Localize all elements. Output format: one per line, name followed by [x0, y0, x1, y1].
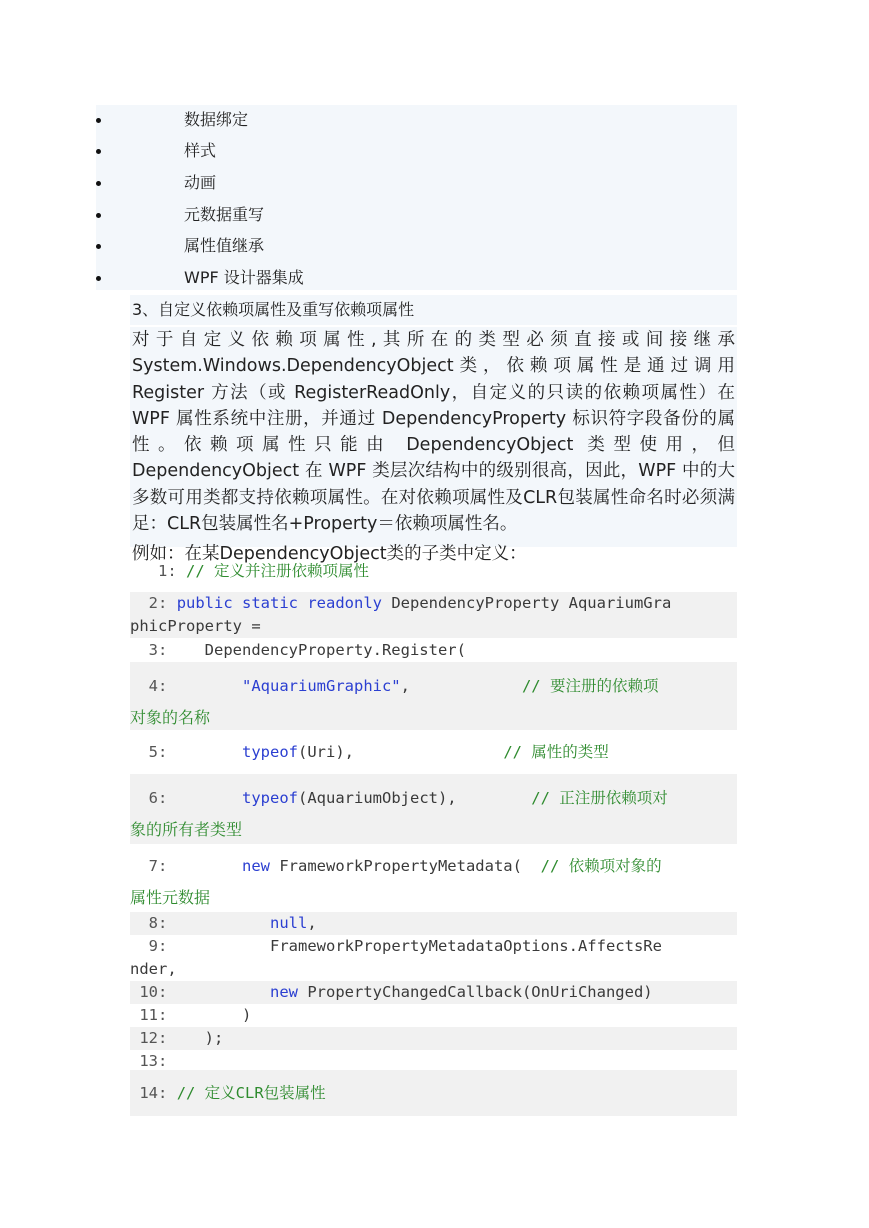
- code-line-6: [130, 774, 737, 844]
- code-text: DependencyProperty AquariumGra: [382, 594, 672, 612]
- code-keyword: null: [270, 914, 308, 932]
- line-number: 13:: [139, 1052, 168, 1070]
- list-item: [96, 105, 737, 135]
- list-item-text: 元数据重写: [184, 205, 265, 224]
- list-item: [96, 263, 737, 293]
- line-number: 12:: [139, 1029, 168, 1047]
- list-item-text: 动画: [184, 173, 217, 192]
- code-line-2: [130, 592, 737, 638]
- bullet-icon: [96, 244, 101, 249]
- list-item-text: 属性值继承: [184, 236, 265, 255]
- line-number: 8:: [148, 914, 168, 932]
- line-number: 1:: [158, 562, 177, 580]
- bullet-icon: [96, 276, 101, 281]
- code-keyword: new: [242, 857, 270, 875]
- code-line-3: [130, 639, 737, 662]
- code-line-12: [130, 1027, 737, 1050]
- code-text: nder,: [130, 960, 177, 978]
- code-keyword: typeof: [242, 789, 298, 807]
- line-number: 5:: [148, 743, 168, 761]
- code-text: ,: [400, 677, 410, 695]
- section-title: 3、自定义依赖项属性及重写依赖项属性: [130, 295, 737, 325]
- code-comment: // 属性的类型: [503, 743, 609, 761]
- line-number: 3:: [148, 641, 168, 659]
- code-text: PropertyChangedCallback(OnUriChanged): [298, 983, 653, 1001]
- line-number: 10:: [139, 983, 168, 1001]
- bullet-icon: [96, 213, 101, 218]
- code-comment: // 要注册的依赖项: [521, 677, 659, 695]
- bullet-icon: [96, 181, 101, 186]
- body-paragraph: 对于自定义依赖项属性,其所在的类型必须直接或间接继承System.Windows.DependencyObject类，依赖项属性是通过调用 Register 方法（或 RegisterReadOnly，自定义的只读的依赖项属性）在 WPF 属性系统中注册，并通过 DependencyProperty 标识符字段备份的属性。依赖项属性只能由 DependencyObject 类型使用，但 DependencyObject 在 WPF 类层次结构中的级别很高，因此，WPF 中的大多数可用类都支持依赖项属性。在对依赖项属性及CLR包装属性命名时必须满足：CLR包装属性名+Property＝依赖项属性名。: [132, 330, 735, 535]
- code-text: ,: [307, 914, 317, 932]
- code-line-5: [130, 730, 737, 774]
- code-line-9: [130, 935, 737, 981]
- list-item-text: WPF 设计器集成: [184, 268, 304, 287]
- list-item-text: 数据绑定: [184, 110, 249, 129]
- code-text: (AquariumObject),: [298, 789, 457, 807]
- code-line-1: [130, 556, 737, 586]
- code-comment: 对象的名称: [130, 708, 211, 727]
- code-line-4: [130, 662, 737, 730]
- code-line-11: [130, 1004, 737, 1027]
- bullet-icon: [96, 118, 101, 123]
- line-number: 9:: [148, 937, 168, 955]
- line-number: 2:: [148, 594, 168, 612]
- line-number: 7:: [148, 857, 168, 875]
- code-comment: 象的所有者类型: [130, 820, 243, 839]
- list-item: [96, 231, 737, 261]
- code-line-14: [130, 1070, 737, 1116]
- line-number: 11:: [139, 1006, 168, 1024]
- code-text: ): [242, 1006, 252, 1024]
- code-line-8: [130, 912, 737, 935]
- code-keyword: new: [270, 983, 298, 1001]
- section-body: [130, 327, 737, 565]
- code-text: );: [204, 1029, 224, 1047]
- code-line-10: [130, 981, 737, 1004]
- list-item: [96, 136, 737, 166]
- code-text: DependencyProperty.Register(: [204, 641, 466, 659]
- bullet-icon: [96, 149, 101, 154]
- code-line-7: [130, 844, 737, 912]
- code-text: (Uri),: [298, 743, 354, 761]
- list-item: [96, 200, 737, 230]
- line-number: 4:: [148, 677, 168, 695]
- body-paragraph: 例如：在某DependencyObject类的子类中定义：: [132, 544, 527, 565]
- code-string: "AquariumGraphic": [242, 677, 401, 695]
- list-item-text: 样式: [184, 141, 217, 160]
- code-comment: // 依赖项对象的: [540, 857, 662, 875]
- code-keyword: typeof: [242, 743, 298, 761]
- bullet-list: [96, 105, 737, 290]
- code-text: phicProperty =: [130, 617, 261, 635]
- list-item: [96, 168, 737, 198]
- code-comment: // 定义并注册依赖项属性: [186, 562, 370, 580]
- code-text: FrameworkPropertyMetadataOptions.AffectsRe: [270, 937, 662, 955]
- code-text: FrameworkPropertyMetadata(: [270, 857, 522, 875]
- code-keyword: public static readonly: [176, 594, 382, 612]
- code-block: [130, 556, 737, 1126]
- code-comment: 属性元数据: [130, 888, 211, 907]
- line-number: 14:: [139, 1084, 168, 1102]
- line-number: 6:: [148, 789, 168, 807]
- code-comment: // 定义CLR包装属性: [176, 1084, 326, 1102]
- code-comment: // 正注册依赖项对: [531, 789, 668, 807]
